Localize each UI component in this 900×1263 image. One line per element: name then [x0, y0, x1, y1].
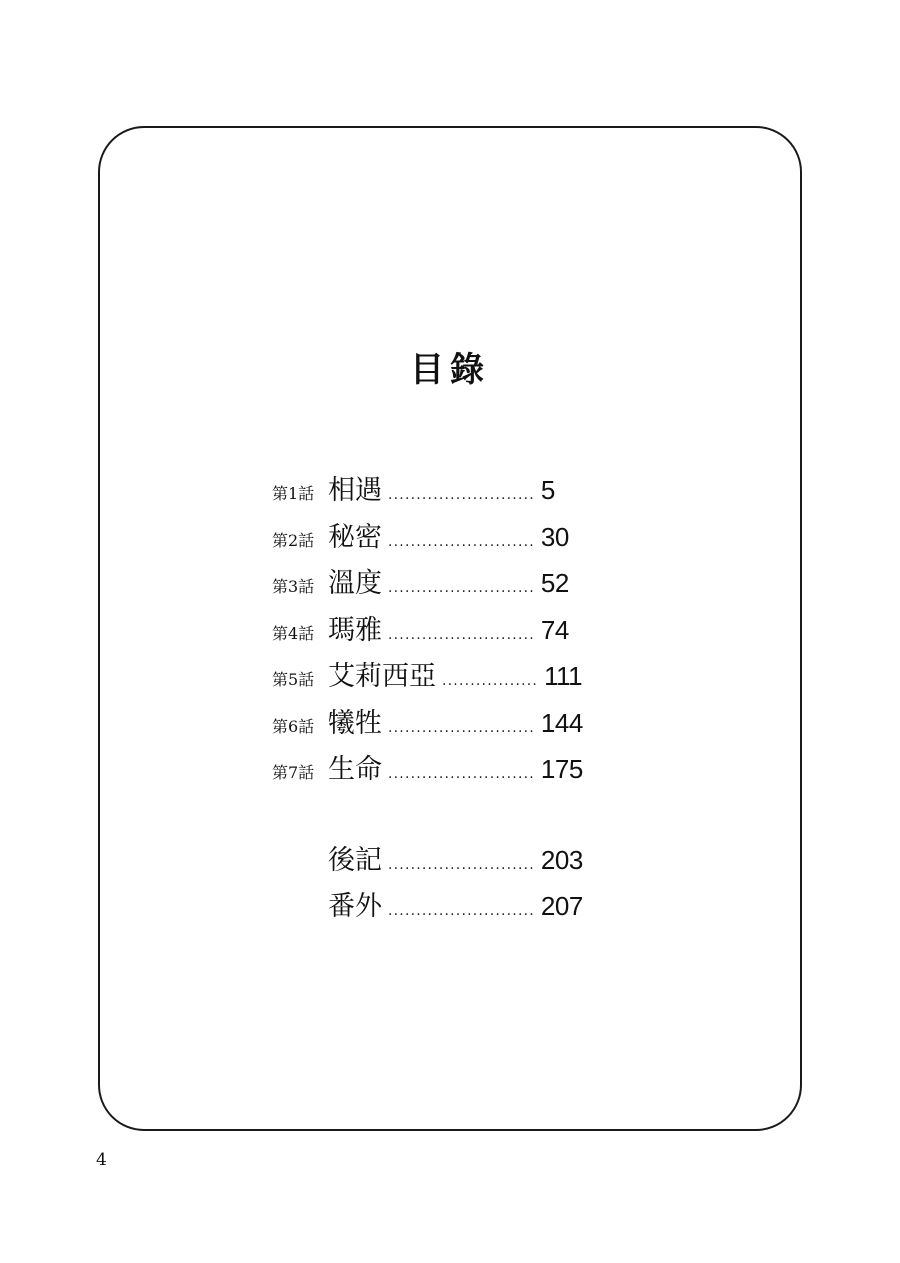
chapter-title: 溫度: [328, 568, 382, 599]
section-gap: [272, 794, 583, 838]
folio-page-number: 4: [96, 1150, 107, 1170]
chapter-title: 生命: [328, 754, 382, 785]
page-number: 111: [544, 661, 583, 691]
toc-entry-chapter-6[interactable]: [272, 701, 583, 748]
leader-dots: ..........................: [388, 626, 535, 643]
page-number: 144: [540, 707, 583, 738]
leader-dots: ..........................: [388, 719, 535, 736]
chapter-number: 第6話: [272, 716, 315, 736]
toc-title: 目錄: [410, 350, 490, 390]
leader-dots: ..........................: [388, 903, 535, 919]
chapter-number: 第5話: [272, 670, 315, 689]
leader-dots: ..........................: [388, 856, 535, 873]
toc-entry-chapter-4[interactable]: [272, 608, 583, 655]
page-number: 30: [540, 521, 569, 552]
chapter-title: 秘密: [328, 521, 382, 553]
leader-dots: ..........................: [388, 533, 535, 550]
leader-dots: ..........................: [388, 580, 535, 596]
chapter-title: 瑪雅: [328, 614, 382, 646]
page-number: 52: [540, 568, 569, 598]
leader-dots: .................: [442, 673, 539, 689]
chapter-title: 相遇: [328, 475, 382, 506]
chapter-number: 第3話: [272, 577, 315, 596]
toc-entry-afterword[interactable]: [272, 838, 583, 885]
toc-entry-chapter-7[interactable]: [272, 747, 583, 794]
chapter-number: 第4話: [272, 623, 315, 643]
table-of-contents: [272, 468, 583, 931]
toc-entry-extra[interactable]: [272, 884, 583, 931]
chapter-title: 犧牲: [328, 707, 382, 739]
toc-entry-chapter-5[interactable]: [272, 654, 583, 701]
extra-title: 後記: [328, 844, 382, 876]
toc-entry-chapter-2[interactable]: [272, 515, 583, 562]
chapter-number: 第7話: [272, 763, 315, 782]
page-number: 74: [540, 614, 569, 645]
page-number: 203: [540, 844, 583, 875]
chapter-number: 第2話: [272, 530, 315, 550]
chapter-number: 第1話: [272, 484, 315, 503]
toc-entry-chapter-1[interactable]: [272, 468, 583, 515]
toc-entry-chapter-3[interactable]: [272, 561, 583, 608]
leader-dots: ..........................: [388, 766, 535, 782]
leader-dots: ..........................: [388, 487, 535, 503]
page-number: 207: [540, 891, 583, 921]
extra-title: 番外: [328, 891, 382, 922]
chapter-title: 艾莉西亞: [328, 661, 436, 692]
page-number: 5: [540, 475, 555, 505]
page-number: 175: [540, 754, 583, 784]
